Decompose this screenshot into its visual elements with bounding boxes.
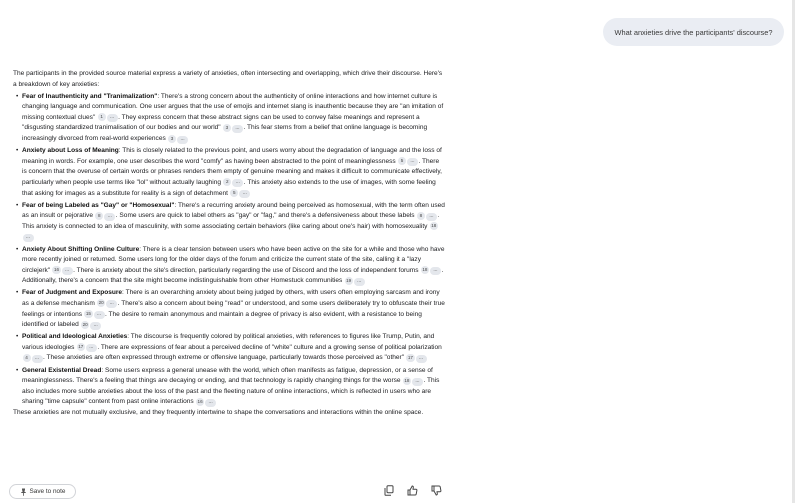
- citation-chip[interactable]: 5: [398, 157, 406, 165]
- citation-chip[interactable]: 19: [346, 277, 352, 283]
- thumbs-up-icon: [407, 483, 418, 501]
- citation-chip[interactable]: 18: [431, 223, 437, 229]
- more-citations-chip[interactable]: ...: [239, 190, 250, 198]
- anxiety-item-text: . Additionally, there's a concern that the site might become indistinguishable from other Homestuck communities: [22, 266, 444, 285]
- anxiety-item: [13, 245, 445, 287]
- anxiety-item: [13, 332, 445, 364]
- anxiety-item-title: General Existential Dread: [22, 366, 102, 374]
- anxiety-item-text: . They express concern that these abstract signs can be used to convey false meanings and represent a "disgusting standardized tranimalisation of our bodies and our world": [22, 113, 420, 132]
- anxiety-item-title: Anxiety About Shifting Online Culture: [22, 245, 140, 253]
- citation-chip[interactable]: 4: [23, 354, 31, 362]
- copy-button[interactable]: [382, 485, 395, 498]
- more-citations-chip[interactable]: ...: [407, 158, 418, 166]
- save-to-note-label: Save to note: [29, 488, 66, 495]
- anxiety-item-text: : The discourse is frequently colored by political anxieties, with references to figures like Trump, Putin, and various ideologies: [22, 333, 435, 351]
- more-citations-chip[interactable]: ...: [32, 355, 43, 363]
- anxiety-item-title: Anxiety about Loss of Meaning: [22, 147, 119, 155]
- anxiety-item: [13, 366, 445, 408]
- more-citations-chip[interactable]: ...: [232, 179, 243, 187]
- more-citations-chip[interactable]: ...: [205, 399, 216, 407]
- anxiety-item-text: : There is a clear tension between users who have been active on the site for a while and those who have more recently joined or returned. Some users long for the older days of the forum and criticize the current state of the site, calling it a "lazy circlejerk": [22, 245, 445, 274]
- citation-chip[interactable]: 17: [407, 354, 413, 360]
- anxiety-item-text: . This anxiety also extends to the use of images, with some feeling that asking for images as a substitute for reality is a sign of detachment: [22, 178, 436, 197]
- response-closing: These anxieties are not mutually exclusive, and they frequently intertwine to shape the conversations and interactions within the online space.: [13, 408, 424, 416]
- copy-icon: [384, 483, 394, 501]
- more-citations-chip[interactable]: ...: [354, 278, 365, 286]
- citation-chip[interactable]: 20: [98, 300, 104, 306]
- anxiety-item-text: . This fear stems from a belief that online language is becoming increasingly divorced from real-world experiences: [22, 124, 428, 143]
- bullet-marker: •: [16, 366, 19, 374]
- more-citations-chip[interactable]: ...: [90, 322, 101, 330]
- citation-chip[interactable]: 17: [78, 344, 84, 350]
- more-citations-chip[interactable]: ...: [23, 234, 34, 242]
- bullet-marker: •: [16, 245, 19, 253]
- pin-icon: [20, 488, 27, 496]
- citation-chip[interactable]: 5: [230, 189, 238, 197]
- more-citations-chip[interactable]: ...: [412, 378, 423, 386]
- citation-chip[interactable]: 8: [417, 212, 425, 220]
- citation-chip[interactable]: 20: [82, 321, 88, 327]
- more-citations-chip[interactable]: ...: [86, 344, 97, 352]
- citation-chip[interactable]: 18: [404, 377, 410, 383]
- anxiety-item-title: Fear of being Labeled as "Gay" or "Homosexual": [22, 201, 175, 209]
- anxiety-item: [13, 288, 445, 330]
- more-citations-chip[interactable]: ...: [107, 114, 118, 122]
- anxiety-item-title: Fear of Inauthenticity and "Tranimalization": [22, 92, 158, 100]
- citation-chip[interactable]: 16: [197, 398, 203, 404]
- anxiety-item-text: : There is an overarching anxiety about being judged by others, with users often employing sarcasm and irony as a defense mechanism: [22, 289, 440, 307]
- citation-chip[interactable]: 2: [223, 178, 231, 186]
- anxiety-item-text: : This is closely related to the previous point, and users worry about the degradation of language and the loss of meaning in words. For example, one user describes the word "comfy" as having been abstracted to the point of meaninglessness: [22, 147, 442, 165]
- citation-chip[interactable]: 1: [98, 113, 106, 121]
- more-citations-chip[interactable]: ...: [177, 136, 188, 144]
- citation-chip[interactable]: 16: [53, 267, 60, 273]
- anxiety-item: [13, 201, 445, 243]
- bullet-marker: •: [16, 92, 19, 100]
- thumbs-down-button[interactable]: [430, 485, 443, 498]
- anxiety-item: [13, 146, 445, 199]
- more-citations-chip[interactable]: ...: [106, 300, 117, 308]
- anxiety-item-text: . There's also a concern about being "read" or understood, and some users deliberately try to obfuscate their true feelings or intentions: [22, 299, 445, 318]
- bullet-marker: •: [16, 289, 19, 297]
- save-to-note-button[interactable]: [9, 484, 76, 499]
- response-actions: [382, 485, 443, 498]
- anxiety-item-text: : There's a recurring anxiety around being perceived as homosexual, with the term often used as an insult or pejorative: [22, 201, 445, 220]
- citation-chip[interactable]: 3: [168, 135, 176, 143]
- anxiety-item-text: : There's a strong concern about the authenticity of online interactions and how internet culture is changing language and communication. One user argues that the use of emojis and internet slang is inauthentic because they are "an imitation of missing contextual clues": [22, 92, 444, 121]
- anxiety-item-text: . The desire to remain anonymous and maintain a degree of privacy is also evident, with a resistance to being identified or labeled: [22, 310, 422, 329]
- more-citations-chip[interactable]: ...: [416, 355, 427, 363]
- anxiety-item-text: . Some users are quick to label others as "gay" or "fag," and there's a defensiveness about these labels: [115, 212, 417, 220]
- more-citations-chip[interactable]: ...: [430, 267, 441, 275]
- citation-chip[interactable]: 15: [85, 311, 91, 317]
- citation-chip[interactable]: 8: [95, 212, 103, 220]
- anxiety-item-title: Political and Ideological Anxieties: [22, 333, 128, 341]
- response-intro: The participants in the provided source material express a variety of anxieties, often intersecting and overlapping, which drive their discourse. Here's a breakdown of key anxieties:: [13, 70, 443, 88]
- bullet-marker: •: [16, 201, 19, 209]
- anxiety-item-text: . This anxiety is connected to an idea of masculinity, with some associating certain behaviors (like caring about one's hair) with homosexuality: [22, 212, 440, 230]
- user-query-bubble: [603, 18, 784, 46]
- citation-chip[interactable]: 18: [422, 267, 428, 273]
- thumbs-down-icon: [431, 483, 442, 501]
- response-body: [13, 69, 445, 419]
- user-query-text: What anxieties drive the participants' discourse?: [614, 27, 773, 37]
- bullet-marker: •: [16, 333, 19, 341]
- thumbs-up-button[interactable]: [406, 485, 419, 498]
- anxiety-item-text: . This also includes more subtle anxieties about the loss of the past and the fleeting nature of online interactions, which is reflected in users who are sharing "time capsule" content from past online interactions: [22, 377, 440, 406]
- anxiety-item-text: : Some users express a general unease with the world, which often manifests as fatigue, depression, or a sense of meaninglessness. There's a feeling that things are decaying or ending, and that technology is rapidly changing things for the worse: [22, 366, 433, 385]
- anxiety-item: [13, 92, 445, 145]
- anxiety-item-text: . There are expressions of fear about a perceived decline of "white" culture and a growing sense of political polarization: [97, 343, 442, 351]
- anxiety-list: [13, 92, 445, 408]
- anxiety-item-text: . These anxieties are often expressed through extreme or offensive language, particularly towards those perceived as "other": [43, 354, 406, 362]
- anxiety-item-text: . There is anxiety about the site's direction, particularly regarding the use of Discord and the loss of independent forums: [73, 266, 421, 274]
- bullet-marker: •: [16, 147, 19, 155]
- more-citations-chip[interactable]: ...: [62, 267, 73, 275]
- more-citations-chip[interactable]: ...: [104, 213, 115, 221]
- more-citations-chip[interactable]: ...: [94, 311, 105, 319]
- citation-chip[interactable]: 3: [223, 124, 231, 132]
- more-citations-chip[interactable]: ...: [232, 125, 243, 133]
- anxiety-item-title: Fear of Judgment and Exposure: [22, 289, 123, 297]
- more-citations-chip[interactable]: ...: [426, 213, 437, 221]
- anxiety-item-text: . There is concern that the overuse of certain words or phrases renders them empty of genuine meaning and makes it difficult to communicate effectively, particularly when people use terms like "lol" without actually laughing: [22, 157, 442, 186]
